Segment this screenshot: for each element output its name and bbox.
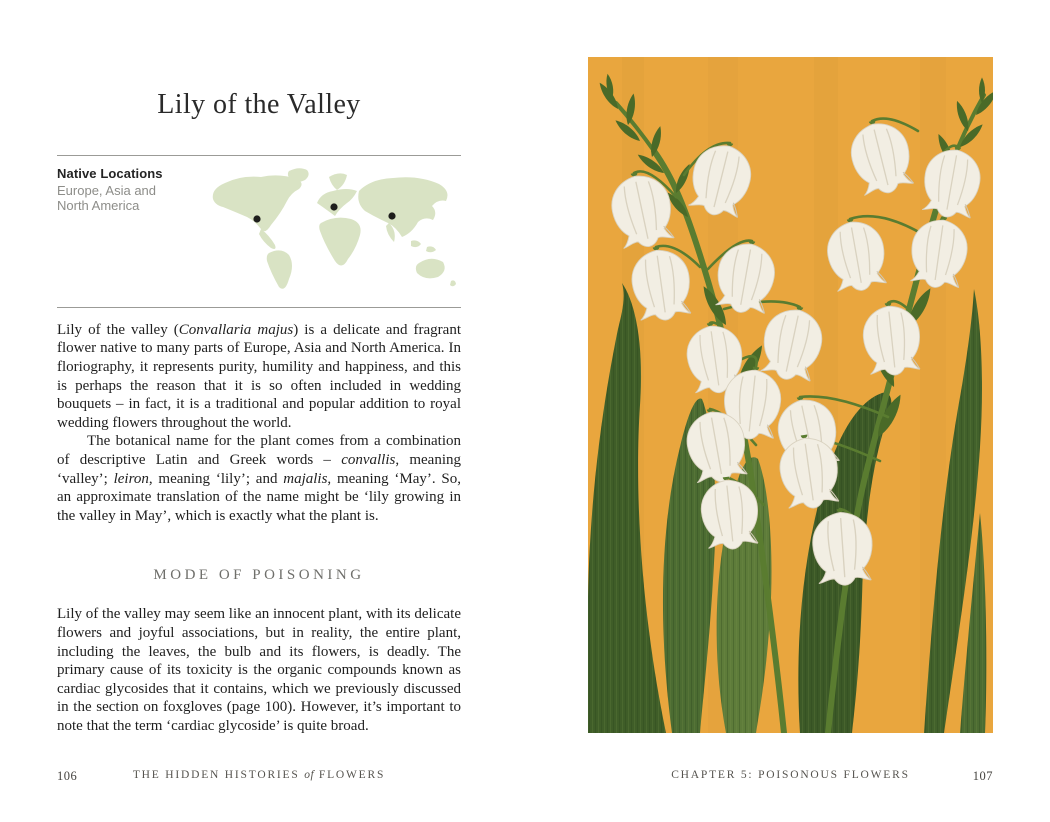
dot-asia — [388, 212, 395, 219]
paragraph-intro: Lily of the valley (Convallaria majus) is a delicate and fragrant flower native to many parts of Europe, Asia and North America. In floriography, it represents purity, humility and happiness, and this is perhaps the reason that it is so often included in wedding bouquets – in fact, it is a traditional and popular addition to royal wedding flowers throughout the world. — [57, 321, 462, 431]
right-page-footer — [588, 769, 993, 785]
dot-north-america — [253, 215, 260, 222]
world-map — [205, 163, 465, 300]
paragraph-etymology: The botanical name for the plant comes from a combination of descriptive Latin and Greek words – convallis, meaning ‘valley’; leiron, meaning ‘lily’; and majalis, meaning ‘May’. So, an approximate translation of the name might be ‘lily growing in the valley in May’, which is exactly what the plant is. — [57, 433, 461, 524]
native-locations-label: Native Locations — [57, 165, 163, 181]
page-title: Lily of the Valley — [157, 89, 361, 120]
left-page-footer — [57, 769, 461, 785]
dot-europe — [330, 203, 337, 210]
section-heading: MODE OF POISONING — [153, 567, 365, 584]
page-number-right: 107 — [972, 769, 993, 783]
left-page — [57, 0, 461, 735]
book-title-running-head: THE HIDDEN HISTORIES of FLOWERS — [132, 769, 386, 781]
world-map-continents — [213, 168, 456, 289]
native-locations-section — [57, 156, 461, 307]
paragraph-poisoning: Lily of the valley may seem like an innocent plant, with its delicate flowers and joyful associations, but in reality, the entire plant, including the leaves, the bulb and its flowers, is deadly. The primary cause of its toxicity is the organic compounds known as cardiac glycosides that it contains, which we previously discussed in the section on foxgloves (page 100). However, it’s important to note that the term ‘cardiac glycoside’ is quite broad. — [57, 606, 461, 734]
native-locations-value: Europe, Asia and North America — [57, 182, 157, 214]
divider-bottom — [57, 307, 461, 308]
page-number-left: 106 — [57, 769, 78, 783]
chapter-running-head: CHAPTER 5: POISONOUS FLOWERS — [671, 769, 910, 781]
lily-of-the-valley-illustration — [588, 57, 993, 733]
